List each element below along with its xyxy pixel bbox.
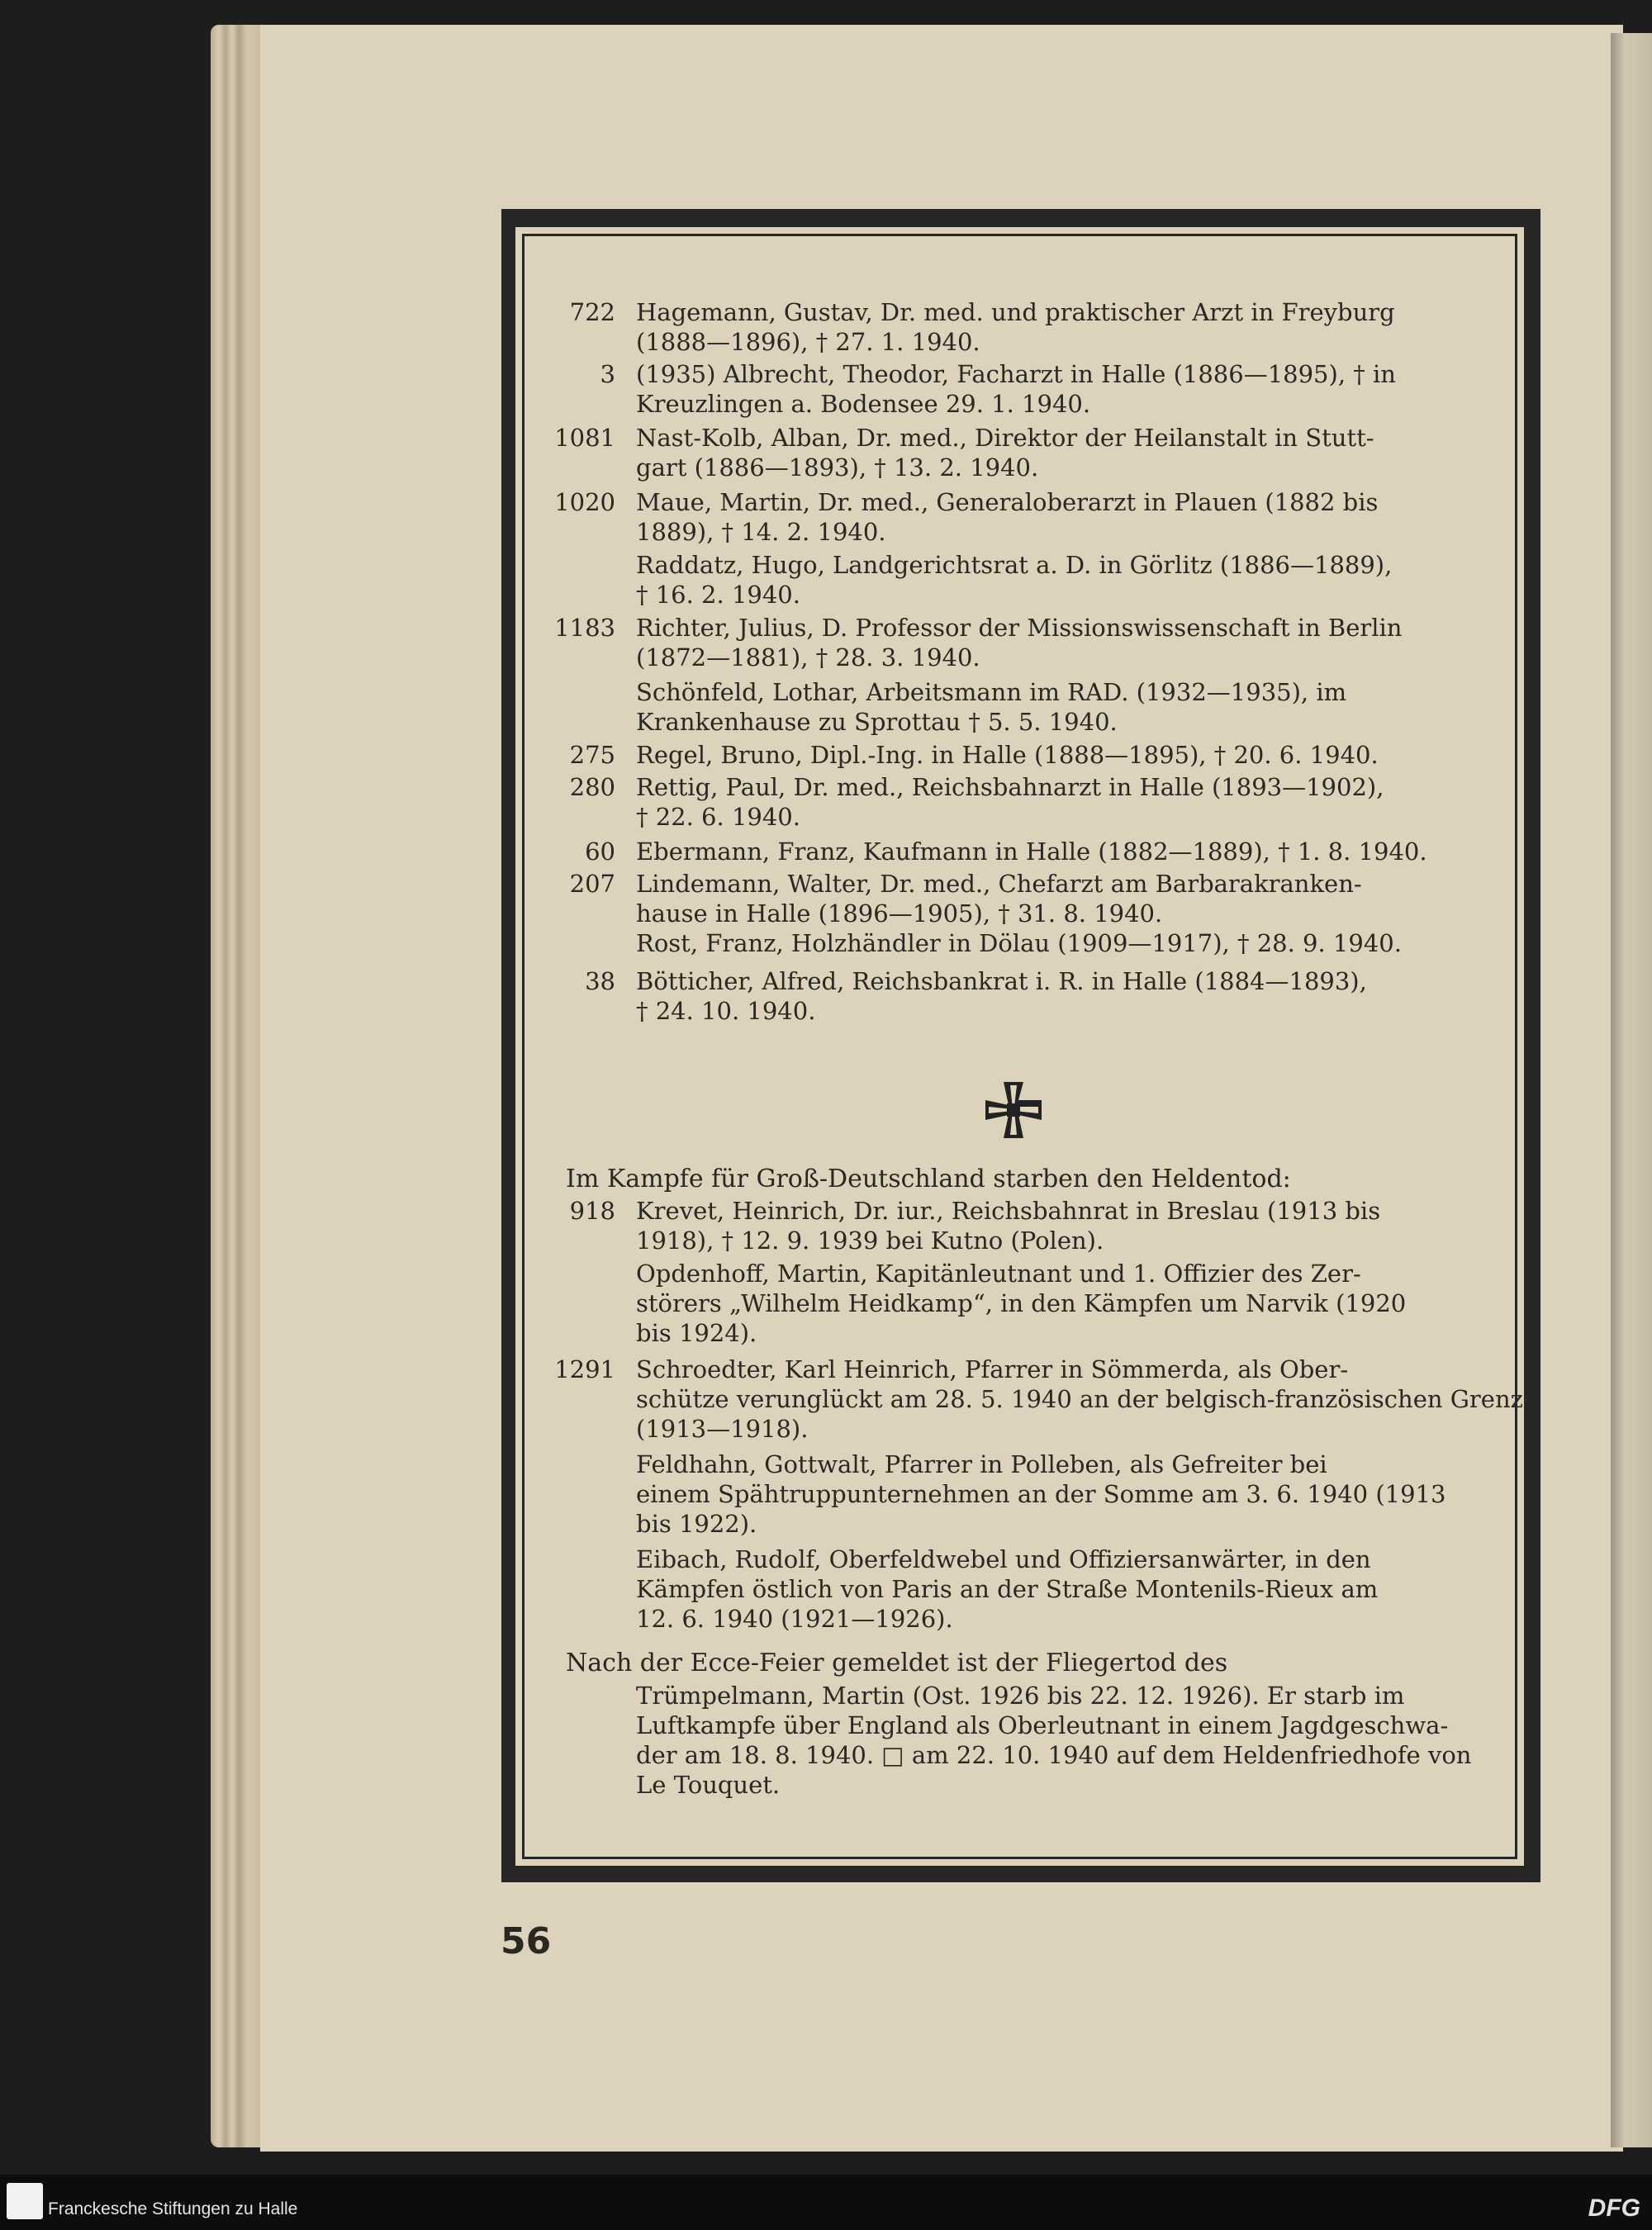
entry-line: Raddatz, Hugo, Landgerichtsrat a. D. in Görlitz (1886—1889),	[636, 551, 1393, 579]
entry-line: Luftkampfe über England als Oberleutnant in einem Jagdgeschwa-	[636, 1711, 1449, 1739]
entry-line: schütze verunglückt am 28. 5. 1940 an der belgisch-französischen Grenze	[636, 1385, 1538, 1413]
entry-line: Trümpelmann, Martin (Ost. 1926 bis 22. 12. 1926). Er starb im	[636, 1682, 1405, 1710]
entry-line: Rettig, Paul, Dr. med., Reichsbahnarzt in Halle (1893—1902),	[636, 773, 1384, 801]
entry-line: (1888—1896), † 27. 1. 1940.	[636, 328, 980, 356]
facing-page-edge	[1611, 33, 1652, 2147]
dfg-logo: DFG	[1588, 2194, 1640, 2222]
entry-number: 1020	[554, 488, 615, 516]
ecce-heading: Nach der Ecce-Feier gemeldet ist der Fliegertod des	[566, 1649, 1228, 1677]
entry-line: Le Touquet.	[636, 1771, 781, 1799]
entry-line: Opdenhoff, Martin, Kapitänleutnant und 1. Offizier des Zer-	[636, 1260, 1361, 1288]
iron-cross-icon	[985, 1082, 1042, 1138]
entry-line: Bötticher, Alfred, Reichsbankrat i. R. in Halle (1884—1893),	[636, 967, 1367, 995]
entry-number: 1291	[554, 1355, 615, 1383]
entry-line: Lindemann, Walter, Dr. med., Chefarzt am Barbarakranken-	[636, 870, 1362, 898]
entry-line: (1935) Albrecht, Theodor, Facharzt in Halle (1886—1895), † in	[636, 360, 1396, 388]
entry-line: hause in Halle (1896—1905), † 31. 8. 1940.	[636, 899, 1163, 928]
entry-line: Kreuzlingen a. Bodensee 29. 1. 1940.	[636, 390, 1091, 418]
entry-line: Kämpfen östlich von Paris an der Straße Montenils-Rieux am	[636, 1575, 1379, 1603]
entry-line: Feldhahn, Gottwalt, Pfarrer in Polleben, als Gefreiter bei	[636, 1450, 1327, 1478]
entry-number: 207	[569, 870, 615, 898]
entry-line: Richter, Julius, D. Professor der Missionswissenschaft in Berlin	[636, 614, 1403, 642]
footer-bar	[0, 2175, 1652, 2230]
entry-line: bis 1924).	[636, 1319, 757, 1347]
entry-line: Maue, Martin, Dr. med., Generaloberarzt in Plauen (1882 bis	[636, 488, 1379, 516]
entry-line: störers „Wilhelm Heidkamp“, in den Kämpfen um Narvik (1920	[636, 1289, 1407, 1317]
entry-line: Krevet, Heinrich, Dr. iur., Reichsbahnrat in Breslau (1913 bis	[636, 1197, 1381, 1225]
entry-number: 280	[569, 773, 615, 801]
entry-line: 12. 6. 1940 (1921—1926).	[636, 1605, 953, 1633]
entry-number: 722	[569, 298, 615, 326]
page-number: 56	[501, 1920, 552, 1962]
entry-number: 275	[569, 741, 615, 769]
entry-line: (1913—1918).	[636, 1415, 809, 1443]
entry-number: 38	[585, 967, 615, 995]
entry-line: † 16. 2. 1940.	[636, 581, 800, 609]
entry-line: bis 1922).	[636, 1510, 757, 1538]
entry-line: Rost, Franz, Holzhändler in Dölau (1909—1917), † 28. 9. 1940.	[636, 929, 1402, 957]
entry-line: Schroedter, Karl Heinrich, Pfarrer in Sömmerda, als Ober-	[636, 1355, 1349, 1383]
entry-number: 918	[569, 1197, 615, 1225]
entry-line: Krankenhause zu Sprottau † 5. 5. 1940.	[636, 708, 1118, 736]
entry-line: Ebermann, Franz, Kaufmann in Halle (1882—1889), † 1. 8. 1940.	[636, 837, 1427, 866]
war-dead-heading: Im Kampfe für Groß-Deutschland starben den Heldentod:	[566, 1165, 1291, 1193]
entry-line: † 24. 10. 1940.	[636, 997, 816, 1025]
institution-logo-icon	[7, 2183, 43, 2219]
entry-line: der am 18. 8. 1940. □ am 22. 10. 1940 auf dem Heldenfriedhofe von	[636, 1741, 1472, 1769]
entry-line: 1918), † 12. 9. 1939 bei Kutno (Polen).	[636, 1226, 1104, 1255]
entry-number: 1081	[554, 424, 615, 452]
entry-line: (1872—1881), † 28. 3. 1940.	[636, 643, 980, 671]
entry-line: gart (1886—1893), † 13. 2. 1940.	[636, 453, 1039, 482]
entry-line: Hagemann, Gustav, Dr. med. und praktischer Arzt in Freyburg	[636, 298, 1395, 326]
entry-number: 60	[585, 837, 615, 866]
entry-line: Schönfeld, Lothar, Arbeitsmann im RAD. (1932—1935), im	[636, 678, 1347, 706]
entry-line: 1889), † 14. 2. 1940.	[636, 518, 886, 546]
institution-name: Franckesche Stiftungen zu Halle	[48, 2199, 298, 2218]
entry-line: einem Spähtruppunternehmen an der Somme am 3. 6. 1940 (1913	[636, 1480, 1446, 1508]
entry-line: Regel, Bruno, Dipl.-Ing. in Halle (1888—1895), † 20. 6. 1940.	[636, 741, 1379, 769]
entry-number: 3	[600, 360, 615, 388]
entry-line: Eibach, Rudolf, Oberfeldwebel und Offiziersanwärter, in den	[636, 1545, 1371, 1573]
entry-line: Nast-Kolb, Alban, Dr. med., Direktor der Heilanstalt in Stutt-	[636, 424, 1374, 452]
entry-line: † 22. 6. 1940.	[636, 803, 800, 831]
entry-number: 1183	[554, 614, 615, 642]
